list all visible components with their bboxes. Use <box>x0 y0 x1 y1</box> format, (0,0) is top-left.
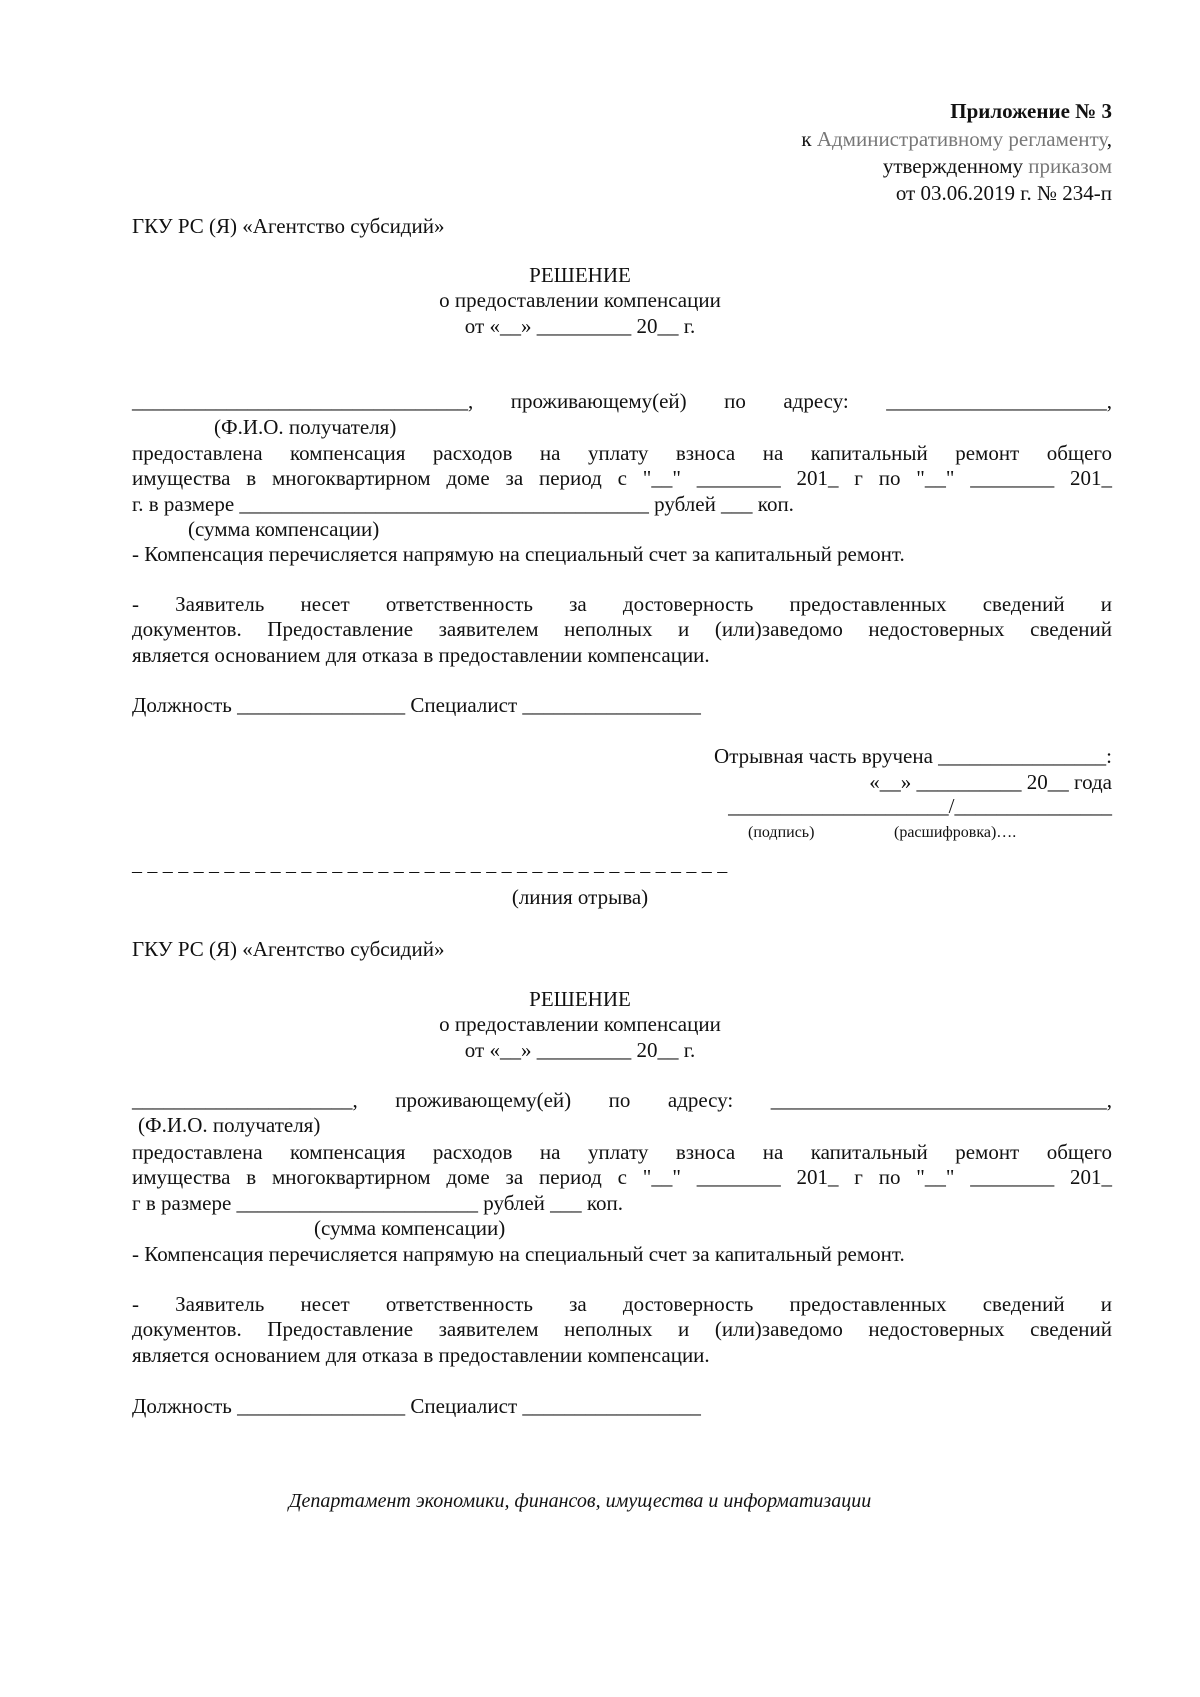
compensation-text-line: имущества в многоквартирном доме за период с "__" ________ 201_ г по "__" ________ 201_ <box>132 1165 1112 1189</box>
appendix-order-date: от 03.06.2019 г. № 234-п <box>895 181 1112 205</box>
tear-line-caption: (линия отрыва) <box>511 885 649 909</box>
compensation-amount-line: г. в размере _______________________________________ рублей ___ коп. <box>132 492 794 516</box>
text-prefix: утвержденному <box>882 154 1029 178</box>
text-suffix: , <box>1106 127 1112 151</box>
decision-title: РЕШЕНИЕ <box>529 987 631 1011</box>
signature-line: Должность ________________ Специалист _________________ <box>132 1394 701 1418</box>
compensation-text-line: имущества в многоквартирном доме за период с "__" ________ 201_ г по "__" ________ 201_ <box>132 466 1112 490</box>
recipient-address-line: _____________________, проживающему(ей) по адресу: ________________________________, <box>132 1088 1112 1112</box>
order-link[interactable]: приказом <box>1028 154 1112 178</box>
responsibility-note-line: - Заявитель несет ответственность за достоверность предоставленных сведений и <box>132 592 1112 616</box>
compensation-text-line: предоставлена компенсация расходов на уплату взноса на капитальный ремонт общего <box>132 441 1112 465</box>
responsibility-note-line: является основанием для отказа в предоставлении компенсации. <box>132 643 710 667</box>
appendix-line-order <box>883 153 1112 179</box>
fio-caption: (Ф.И.О. получателя) <box>214 415 397 439</box>
sum-caption: (сумма компенсации) <box>314 1216 506 1240</box>
sum-caption: (сумма компенсации) <box>188 517 380 541</box>
signature-caption: (подпись) <box>748 824 815 841</box>
org-name: ГКУ РС (Я) «Агентство субсидий» <box>132 214 445 238</box>
tearoff-date: «__» __________ 20__ года <box>869 770 1112 794</box>
transfer-note: - Компенсация перечисляется напрямую на специальный счет за капитальный ремонт. <box>132 542 905 566</box>
footer-department: Департамент экономики, финансов, имущества и информатизации <box>288 1490 872 1512</box>
appendix-number: Приложение № 3 <box>950 99 1112 123</box>
tear-line: – – – – – – – – – – – – – – – – – – – – – – – – – – – – – – – – – – – – – – – <box>132 860 728 882</box>
decision-subtitle: о предоставлении компенсации <box>439 288 721 312</box>
org-name: ГКУ РС (Я) «Агентство субсидий» <box>132 937 445 961</box>
text-prefix: к <box>801 127 817 151</box>
responsibility-note-line: - Заявитель несет ответственность за достоверность предоставленных сведений и <box>132 1292 1112 1316</box>
tearoff-handed: Отрывная часть вручена ________________: <box>714 744 1112 768</box>
transfer-note: - Компенсация перечисляется напрямую на специальный счет за капитальный ремонт. <box>132 1242 905 1266</box>
tearoff-sign-line: _____________________/_______________ <box>728 794 1112 818</box>
responsibility-note-line: документов. Предоставление заявителем неполных и (или)заведомо недостоверных сведений <box>132 1317 1112 1341</box>
signature-line: Должность ________________ Специалист _________________ <box>132 693 701 717</box>
decode-caption: (расшифровка)…. <box>894 824 1017 841</box>
regulation-link[interactable]: Административному регламенту <box>816 127 1107 151</box>
appendix-line-regulation <box>801 126 1112 152</box>
responsibility-note-line: документов. Предоставление заявителем неполных и (или)заведомо недостоверных сведений <box>132 617 1112 641</box>
fio-caption: (Ф.И.О. получателя) <box>138 1113 321 1137</box>
compensation-text-line: предоставлена компенсация расходов на уплату взноса на капитальный ремонт общего <box>132 1140 1112 1164</box>
decision-subtitle: о предоставлении компенсации <box>439 1012 721 1036</box>
decision-date: от «__» _________ 20__ г. <box>464 314 696 338</box>
decision-title: РЕШЕНИЕ <box>529 263 631 287</box>
responsibility-note-line: является основанием для отказа в предоставлении компенсации. <box>132 1343 710 1367</box>
recipient-address-line: ________________________________, проживающему(ей) по адресу: _____________________, <box>132 389 1112 413</box>
decision-date: от «__» _________ 20__ г. <box>464 1038 696 1062</box>
compensation-amount-line: г в размере _______________________ рублей ___ коп. <box>132 1191 624 1215</box>
